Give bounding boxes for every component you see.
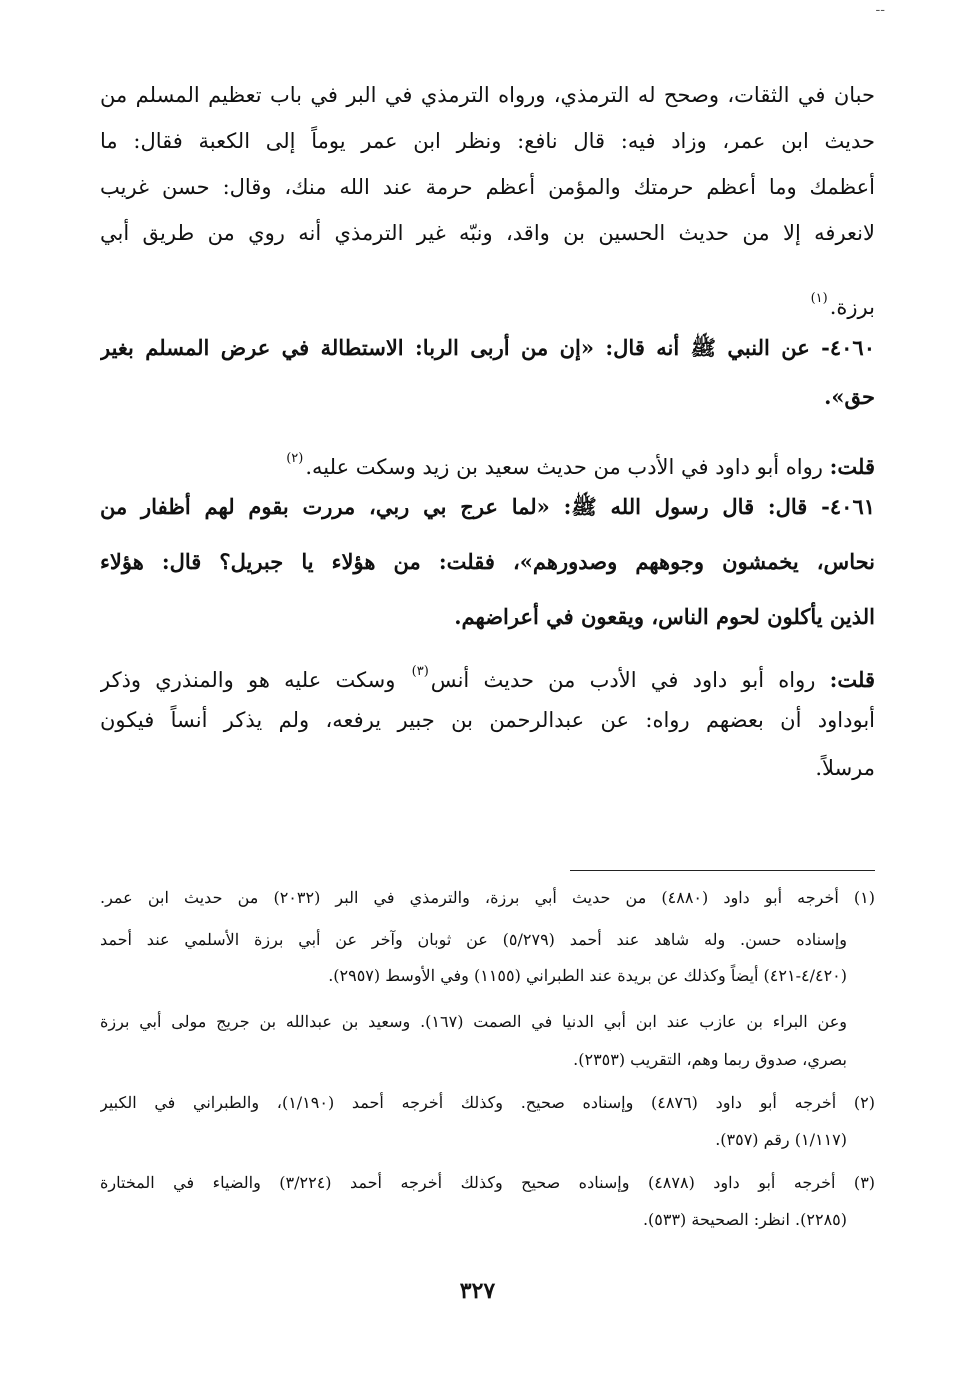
footnote-1-line-2: وإسناده حسن. وله شاهد عند أحمد (٥/٢٧٩) عن ثوبان وآخر عن أبي برزة الأسلمي عند أحمد <box>100 930 848 949</box>
body-line-4: لانعرفه إلا من حديث الحسين بن واقد، ونبّه غير الترمذي أنه روي من طريق أبي <box>100 221 875 245</box>
hadith-4061-text-1: قال: قال رسول الله ﷺ: «لما عرج بي ربي، مررت بقوم لهم أظفار من <box>100 494 808 519</box>
hadith-4060-line-2: حق». <box>824 384 875 409</box>
body-line-1: حبان في الثقات، وصحح له الترمذي، ورواه الترمذي في البر في باب تعظيم المسلم من <box>100 83 875 107</box>
body-line-2: حديث ابن عمر، وزاد فيه: قال نافع: ونظر ابن عمر يوماً إلى الكعبة فقال: ما <box>100 129 875 153</box>
footnote-3-line-2: (٢٢٨٥). انظر: الصحيحة (٥٣٣). <box>642 1210 847 1229</box>
hadith-4060-text-1: عن النبي ﷺ أنه قال: «إن من أربى الربا: الاستطالة في عرض المسلم بغير <box>100 335 810 360</box>
footnote-2-line-2: (١/١١٧) رقم (٣٥٧). <box>715 1130 847 1149</box>
hadith-4060-comment-text: رواه أبو داود في الأدب من حديث سعيد بن زيد وسكت عليه. <box>305 455 823 479</box>
hadith-4061-line-3: الذين يأكلون لحوم الناس، ويقعون في أعراضهم. <box>454 604 875 629</box>
hadith-4061-comment-label: قلت: <box>829 667 875 692</box>
footnote-1-line-5: بصري، صدوق ربما وهم، التقريب (٢٣٥٣). <box>573 1050 847 1069</box>
hadith-4061-line-1 <box>100 487 875 527</box>
hadith-4061-comment-text-1b: وسكت عليه هو والمنذري وذكر <box>100 668 396 692</box>
hadith-4061-comment-1 <box>100 652 875 700</box>
body-line-5-text: برزة. <box>829 295 875 319</box>
hadith-4060-number: ٤٠٦٠- <box>821 335 875 360</box>
hadith-4061-line-2: نحاس، يخمشون وجوههم وصدورهم»، فقلت: من هؤلاء يا جبريل؟ قال: هؤلاء <box>100 549 875 574</box>
page-number: ٣٢٧ <box>459 1278 496 1304</box>
hadith-4060-comment <box>100 439 875 487</box>
footnote-ref-2: (٢) <box>286 451 304 466</box>
corner-mark: -- <box>875 2 885 18</box>
hadith-4061-comment-3: مرسلاً. <box>815 756 875 780</box>
footnote-3-line-1: (٣) أخرجه أبو داود (٤٨٧٨) وإسناده صحيح وكذلك أخرجه أحمد (٣/٢٢٤) والضياء في المختارة <box>100 1173 875 1192</box>
footnote-ref-3: (٣) <box>411 664 429 679</box>
footnote-divider <box>570 870 875 871</box>
hadith-4061-number: ٤٠٦١- <box>821 494 875 519</box>
footnote-1-line-3: (٤/٤٢٠-٤٢١) أيضاً وكذلك عن بريدة عند الطبراني (١١٥٥) وفي الأوسط (٢٩٥٧). <box>328 966 847 985</box>
body-line-5 <box>100 279 875 327</box>
footnote-1-line-4: وعن البراء بن عازب عند ابن أبي الدنيا في الصمت (١٦٧). وسعيد بن عبدالله بن جريج مولى أبي برزة <box>100 1012 848 1031</box>
hadith-4061-comment-2: أبوداود أن بعضهم رواه: عن عبدالرحمن بن جبير يرفعه، ولم يذكر أنساً فيكون <box>100 708 875 732</box>
hadith-4060-comment-label: قلت: <box>829 454 875 479</box>
footnote-1-line-1: (١) أخرجه أبو داود (٤٨٨٠) من حديث أبي برزة، والترمذي في البر (٢٠٣٢) من حديث ابن عمر. <box>100 888 875 907</box>
body-line-3: أعظمك وما أعظم حرمتك والمؤمن أعظم حرمة عند الله منك، وقال: حسن غريب <box>100 175 875 199</box>
footnote-2-line-1: (٢) أخرجه أبو داود (٤٨٧٦) وإسناده صحيح. وكذلك أخرجه أحمد (١/١٩٠)، والطبراني في الكبير <box>100 1093 875 1112</box>
hadith-4060-line-1 <box>100 328 875 368</box>
footnote-ref-1: (١) <box>810 291 828 306</box>
hadith-4061-comment-text-1: رواه أبو داود في الأدب من حديث أنس <box>430 668 816 692</box>
